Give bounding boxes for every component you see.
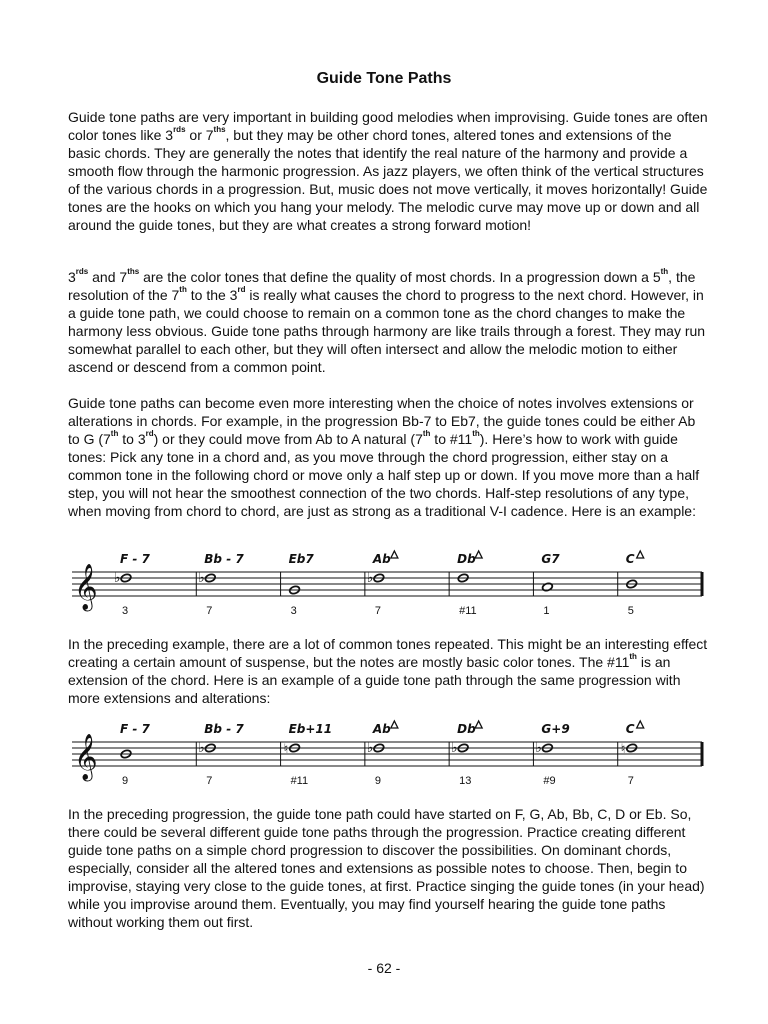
superscript: ths bbox=[213, 125, 226, 135]
flat-icon: ♭ bbox=[366, 740, 374, 756]
scale-degree-label: 13 bbox=[459, 775, 472, 787]
superscript: th bbox=[660, 267, 669, 277]
chord-symbol: F - 7 bbox=[120, 552, 150, 566]
flat-icon: ♭ bbox=[198, 740, 205, 756]
scale-degree-label: 5 bbox=[627, 605, 634, 617]
text-run: to 3 bbox=[118, 431, 146, 447]
treble-clef-icon: 𝄞 bbox=[74, 564, 98, 610]
chord-symbol: G7 bbox=[541, 552, 560, 566]
scale-degree-label: 7 bbox=[627, 775, 634, 787]
superscript: th bbox=[179, 285, 187, 295]
paragraph-3 bbox=[68, 394, 708, 520]
scale-degree-label: 3 bbox=[122, 605, 129, 617]
major-seventh-triangle-icon bbox=[391, 721, 398, 728]
chord-symbol: Ab bbox=[372, 722, 391, 736]
scale-degree-label: #11 bbox=[290, 775, 309, 787]
scale-degree-label: 9 bbox=[122, 775, 129, 787]
flat-icon: ♭ bbox=[535, 740, 543, 756]
text-run: ). Here’s how to work with guide tones: Pick any tone in a chord and, as you move through the chord progression, either stay on a common tone in the following chord or move only a half step up or down. If you move more than a half step, you will not hear the smoothest connection of the two chords. Half-step resolutions of any type, when moving from chord to chord, are just as strong as a traditional V-I cadence. Here is an example: bbox=[68, 431, 700, 519]
chord-symbol: Eb7 bbox=[288, 552, 314, 566]
text-run: Guide tone paths are very important in building good melodies when improvising. Guide tones are often color tones like 3 bbox=[68, 109, 708, 143]
text-run: to #11 bbox=[430, 431, 473, 447]
paragraph-5: In the preceding progression, the guide tone path could have started on F, G, Ab, Bb, C, D or Eb. So, there could be several different guide tone paths through the progression. Practice creating different guide tone paths on a simple chord progression to discover the possibilities. On dominant chords, especially, consider all the altered tones and extensions as possible notes to choose. Then, begin to improvise, staying very close to the guide tones, at first. Practice singing the guide tones (in your head) while you improvise around them. Eventually, you may find yourself hearing the guide tone paths without working them out first. bbox=[68, 806, 705, 930]
text-run: are the color tones that define the quality of most chords. In a progression down a 5 bbox=[139, 269, 661, 285]
chord-symbol: Ab bbox=[372, 552, 391, 566]
natural-icon: ♮ bbox=[283, 742, 289, 757]
scale-degree-label: #9 bbox=[543, 775, 556, 787]
text-run: is really what causes the chord to progress to the next chord. However, in a guide tone path, we could choose to remain on a common tone as the chord changes to make the harmony less obvious. Guide tone paths through harmony are like trails through a forest. They may run somewhat parallel to each other, but they will often intersect and allow the melodic motion to either ascend or descend from a common point. bbox=[68, 287, 706, 375]
scale-degree-label: #11 bbox=[459, 605, 477, 617]
superscript: th bbox=[629, 652, 637, 662]
flat-icon: ♭ bbox=[451, 740, 458, 756]
chord-symbol: C bbox=[625, 552, 635, 566]
music-example-2 bbox=[68, 718, 708, 790]
text-run: Guide tone paths can become even more interesting when the choice of notes involves extensions or alterations in chords. For example, in the progression Bb-7 to Eb7, the guide tones could be either Ab to G (7 bbox=[68, 395, 696, 447]
superscript: th bbox=[422, 429, 431, 439]
scale-degree-label: 7 bbox=[374, 605, 381, 617]
chord-symbol: F - 7 bbox=[120, 722, 150, 736]
paragraph-4 bbox=[68, 635, 708, 707]
paragraph-2 bbox=[68, 268, 708, 376]
text-run: , the resolution of the 7 bbox=[68, 269, 696, 303]
text-run: 3 bbox=[68, 269, 76, 285]
text-run: In the preceding example, there are a lot of common tones repeated. This might be an interesting effect creating a certain amount of suspense, but the notes are mostly basic color tones. The #11 bbox=[68, 636, 708, 670]
page-title: Guide Tone Paths bbox=[316, 70, 452, 87]
superscript: th bbox=[110, 429, 119, 439]
superscript: th bbox=[472, 429, 480, 439]
major-seventh-triangle-icon bbox=[637, 721, 644, 728]
major-seventh-triangle-icon bbox=[475, 721, 482, 728]
chord-symbol: Db bbox=[457, 552, 476, 566]
text-run: or 7 bbox=[185, 127, 214, 143]
scale-degree-label: 1 bbox=[543, 605, 550, 617]
chord-symbol: C bbox=[625, 722, 635, 736]
superscript: ths bbox=[127, 267, 140, 277]
paragraph-1 bbox=[68, 108, 708, 234]
text-run: ) or they could move from Ab to A natural (7 bbox=[153, 431, 423, 447]
major-seventh-triangle-icon bbox=[637, 551, 644, 558]
superscript: rds bbox=[173, 125, 186, 135]
treble-clef-icon: 𝄞 bbox=[74, 734, 98, 780]
major-seventh-triangle-icon bbox=[475, 551, 482, 558]
staff-notation bbox=[68, 548, 708, 620]
chord-symbol: Bb - 7 bbox=[204, 552, 244, 566]
scale-degree-label: 3 bbox=[290, 605, 297, 617]
chord-symbol: Bb - 7 bbox=[204, 722, 244, 736]
scale-degree-label: 7 bbox=[206, 605, 213, 617]
scale-degree-label: 9 bbox=[374, 775, 381, 787]
major-seventh-triangle-icon bbox=[391, 551, 398, 558]
superscript: rds bbox=[75, 267, 89, 277]
chord-symbol: G+9 bbox=[541, 722, 570, 736]
superscript: rd bbox=[237, 285, 246, 295]
chord-symbol: Eb+11 bbox=[288, 722, 333, 736]
superscript: rd bbox=[145, 429, 154, 439]
natural-icon: ♮ bbox=[620, 742, 626, 757]
chord-symbol: Db bbox=[457, 722, 476, 736]
flat-icon: ♭ bbox=[198, 570, 205, 586]
scale-degree-label: 7 bbox=[206, 775, 213, 787]
text-run: , but they may be other chord tones, altered tones and extensions of the basic chords. They are generally the notes that identify the real nature of the harmony and provide a smooth flow through the harmonic progression. As jazz players, we often think of the vertical structures of the various chords in a progression. But, music does not move vertically, it moves horizontally! Guide tones are the hooks on which you hang your melody. The melodic curve may move up or down and all around the guide tones, but they are what creates a strong forward motion! bbox=[68, 127, 708, 233]
page-number: - 62 - bbox=[367, 960, 401, 976]
music-example-1 bbox=[68, 548, 708, 620]
staff-notation bbox=[68, 718, 708, 790]
text-run: is an extension of the chord. Here is an example of a guide tone path through the same progression with more extensions and alterations: bbox=[68, 654, 681, 706]
text-run: and 7 bbox=[88, 269, 128, 285]
text-run: to the 3 bbox=[186, 287, 238, 303]
flat-icon: ♭ bbox=[114, 570, 121, 586]
flat-icon: ♭ bbox=[366, 570, 374, 586]
